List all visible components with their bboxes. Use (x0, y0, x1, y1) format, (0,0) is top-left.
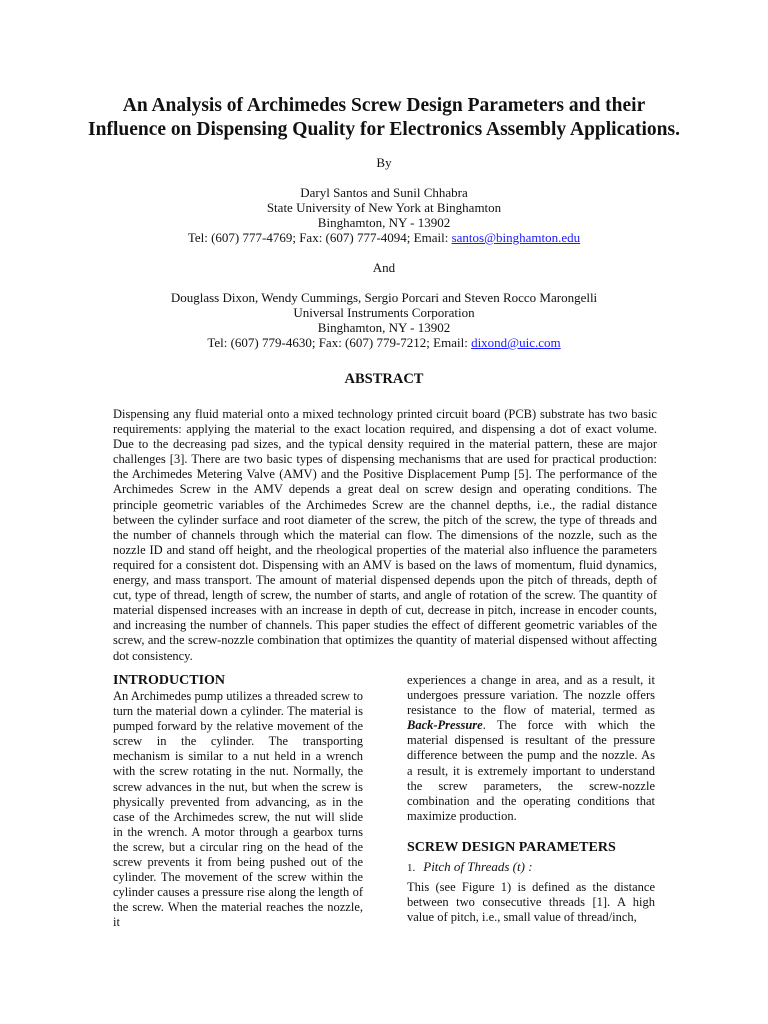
pitch-subheading (407, 859, 533, 875)
affiliation-2: Universal Instruments Corporation (293, 305, 475, 320)
email-link-1[interactable]: santos@binghamton.edu (451, 230, 581, 245)
introduction-text: An Archimedes pump utilizes a threaded screw to turn the material down a cylinder. The material is pumped forward by the relative movement of the screw in the cylinder. The transporting mechanism is similar to a nut held in a wrench with the screw rotating in the nut. Normally, the screw advances in the nut, but when the screw is physically prevented from advancing, as in the case of the Archimedes screw, the nut will slide in the wrench. A motor through a gearbox turns the screw, but a circular ring on the head of the screw prevents it from being pushed out of the cylinder. The movement of the screw within the cylinder causes a pressure rise along the length of the screw. When the material reaches the nozzle, it (113, 689, 363, 930)
title-line-1: An Analysis of Archimedes Screw Design Parameters and their (122, 95, 646, 116)
right-text-a: experiences a change in area, and as a result, it undergoes pressure variation. The nozzle offers resistance to the flow of material, termed as (407, 673, 655, 718)
affiliation-1: State University of New York at Binghamton (266, 200, 502, 215)
address-2: Binghamton, NY - 13902 (317, 320, 451, 335)
contact-2 (0, 335, 768, 350)
contact-2-text: Tel: (607) 779-4630; Fax: (607) 779-7212; Email: (207, 335, 472, 350)
abstract-heading: ABSTRACT (344, 371, 424, 387)
screw-design-heading: SCREW DESIGN PARAMETERS (407, 840, 616, 855)
by-label: By (376, 155, 392, 170)
contact-1 (0, 230, 768, 245)
authors-2: Douglass Dixon, Wendy Cummings, Sergio Porcari and Steven Rocco Marongelli (170, 290, 598, 305)
right-column-text (407, 673, 655, 824)
email-link-2[interactable]: dixond@uic.com (471, 335, 561, 350)
introduction-heading: INTRODUCTION (113, 673, 226, 688)
author-block-2 (0, 290, 768, 350)
authors-1: Daryl Santos and Sunil Chhabra (300, 185, 468, 200)
paper-title (80, 94, 688, 142)
sub-title: Pitch of Threads (t) : (423, 859, 533, 874)
screw-design-text: This (see Figure 1) is defined as the distance between two consecutive threads [1]. A high value of pitch, i.e., small value of thread/inch, (407, 880, 655, 925)
sub-number: 1. (407, 862, 416, 874)
back-pressure-term: Back-Pressure (407, 718, 483, 733)
author-block-1 (0, 185, 768, 245)
right-text-b: . The force with which the material dispensed is resultant of the pressure difference between the pump and the nozzle. As a result, it is extremely important to understand the screw parameters, the screw-nozzle combination and the operating conditions that maximize production. (407, 718, 655, 823)
and-label: And (372, 260, 396, 275)
title-line-2: Influence on Dispensing Quality for Electronics Assembly Applications. (88, 119, 680, 140)
contact-1-text: Tel: (607) 777-4769; Fax: (607) 777-4094; Email: (187, 230, 452, 245)
address-1: Binghamton, NY - 13902 (317, 215, 451, 230)
abstract-text: Dispensing any fluid material onto a mixed technology printed circuit board (PCB) substrate has two basic requirements: applying the material to the exact location required, and dispensing a dot of exact volume. Due to the decreasing pad sizes, and the typical density required in the material pattern, these are major challenges [3]. There are two basic types of dispensing mechanisms that are used for practical production: the Archimedes Metering Valve (AMV) and the Positive Displacement Pump [5]. The performance of the Archimedes Screw in the AMV depends a great deal on screw design and operating conditions. The principle geometric variables of the Archimedes Screw are the channel depths, i.e., the radial distance between the cylinder surface and root diameter of the screw, the pitch of the screw, the type of threads and the number of channels through which the material can flow. The dimensions of the nozzle, such as the nozzle ID and stand off height, and the rheological properties of the material also influence the parameters required for a consistent dot. Dispensing with an AMV is based on the laws of momentum, fluid dynamics, energy, and mass transport. The amount of material dispensed depends upon the pitch of threads, depth of cut, type of thread, length of screw, the number of starts, and angle of rotation of the screw. The quantity of material dispensed increases with an increase in depth of cut, decrease in pitch, increase in encoder counts, and increasing the number of channels. This paper studies the effect of different geometric variables of the screw, and the screw-nozzle combination that optimizes the quantity of material dispensed without affecting dot consistency. (113, 407, 657, 663)
